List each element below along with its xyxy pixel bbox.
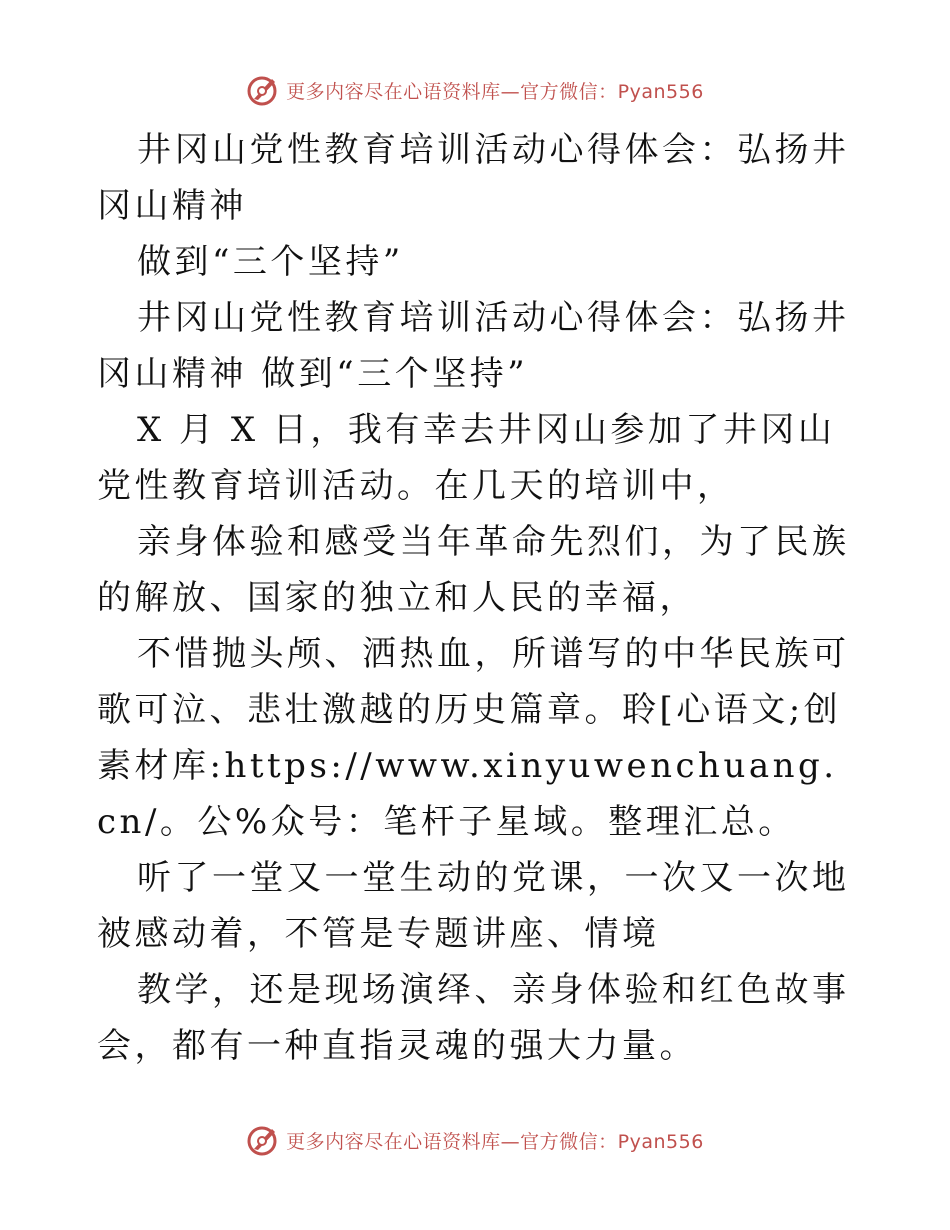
document-body: [97, 122, 857, 1074]
banner-text: 更多内容尽在心语资料库—官方微信：Pyan556: [286, 80, 704, 103]
paragraph-subtitle: 做到“三个坚持”: [137, 242, 404, 282]
paragraph: 亲身体验和感受当年革命先烈们，为了民族的解放、国家的独立和人民的幸福，: [97, 522, 850, 618]
banner-contact: Pyan556: [617, 80, 704, 103]
banner-contact: Pyan556: [617, 1130, 704, 1153]
paragraph: X 月 X 日，我有幸去井冈山参加了井冈山党性教育培训活动。在几天的培训中，: [97, 410, 836, 506]
paragraph-title: 井冈山党性教育培训活动心得体会：弘扬井冈山精神: [97, 130, 850, 226]
header-watermark-banner: [0, 70, 950, 110]
footer-watermark-banner: [0, 1120, 950, 1160]
quill-circle-icon: [246, 1123, 280, 1157]
paragraph: 不惜抛头颅、洒热血，所谱写的中华民族可歌可泣、悲壮激越的历史篇章。聆[心语文;创素材库:https://www.xinyuwenchuang.cn/。公%众号：笔杆子星域。整理汇总。: [97, 634, 850, 842]
paragraph: 听了一堂又一堂生动的党课，一次又一次地被感动着，不管是专题讲座、情境: [97, 858, 850, 954]
quill-circle-icon: [246, 73, 280, 107]
banner-text: 更多内容尽在心语资料库—官方微信：Pyan556: [286, 1130, 704, 1153]
paragraph: 教学，还是现场演绎、亲身体验和红色故事会，都有一种直指灵魂的强大力量。: [97, 970, 850, 1066]
paragraph-full-title: 井冈山党性教育培训活动心得体会：弘扬井冈山精神 做到“三个坚持”: [97, 298, 850, 394]
